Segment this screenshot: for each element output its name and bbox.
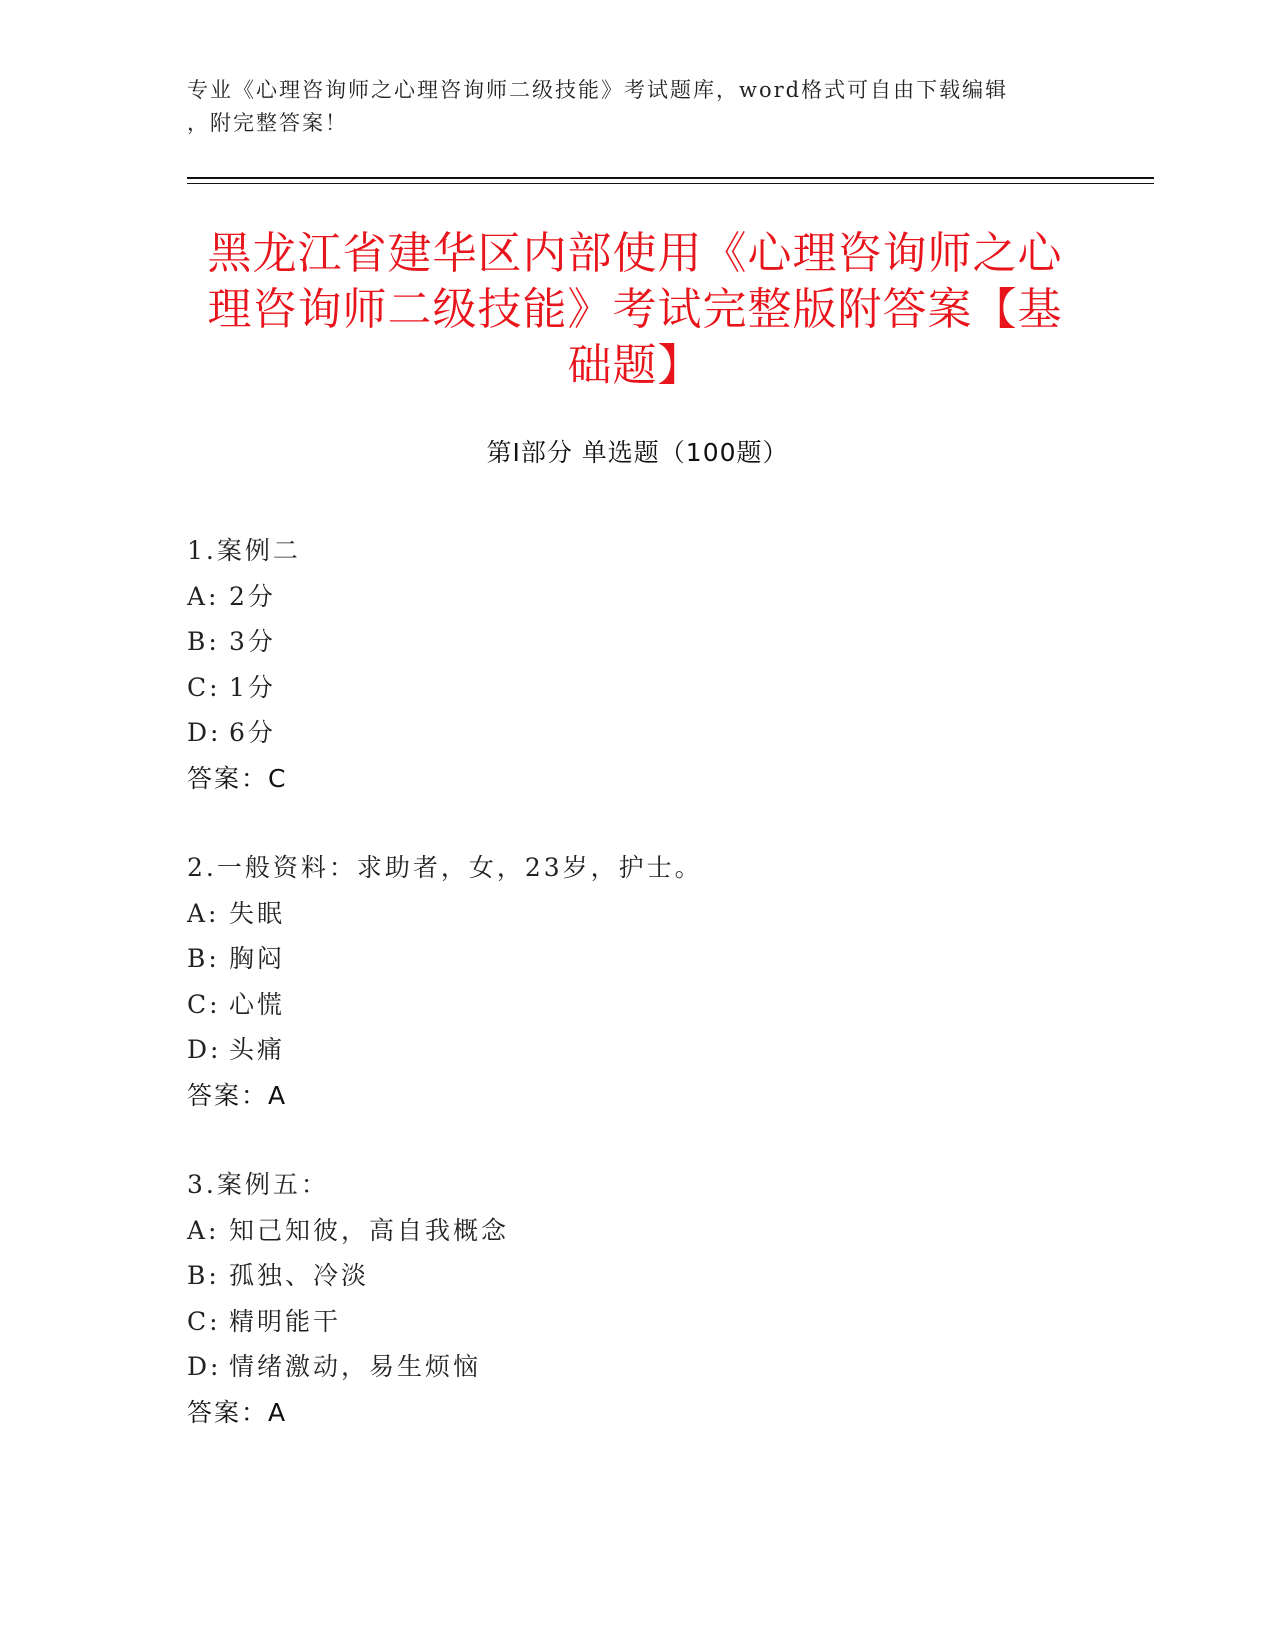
option-key: A: <box>187 1215 220 1245</box>
option-b <box>187 1253 1087 1299</box>
header-divider-thick <box>187 177 1154 179</box>
option-a <box>187 891 1087 937</box>
answer-line: 答案：A <box>187 1397 288 1427</box>
option-c <box>187 982 1087 1028</box>
document-title <box>180 226 1090 394</box>
option-key: D: <box>187 718 222 747</box>
question-1 <box>187 528 1087 801</box>
option-text: 孤独、冷淡 <box>229 1261 370 1290</box>
option-key: A: <box>187 581 220 611</box>
option-text: 胸闷 <box>229 944 286 973</box>
option-b <box>187 936 1087 982</box>
document-title-line-2: 理咨询师二级技能》考试完整版附答案【基 <box>207 284 1063 335</box>
option-key: C: <box>187 989 221 1019</box>
option-text: 失眠 <box>229 898 286 928</box>
option-key: C: <box>187 672 221 702</box>
option-key: B: <box>187 944 220 973</box>
option-text: 头痛 <box>229 1035 286 1064</box>
option-d <box>187 1027 1087 1073</box>
question-stem: 2.一般资料：求助者，女，23岁，护士。 <box>187 853 703 882</box>
question-stem: 1.案例二 <box>187 536 301 565</box>
option-text: 知己知彼，高自我概念 <box>229 1215 510 1245</box>
question-list <box>187 528 1087 1479</box>
option-b <box>187 619 1087 665</box>
option-text: 精明能干 <box>229 1306 342 1336</box>
answer-line: 答案：C <box>187 763 288 793</box>
document-title-line-1: 黑龙江省建华区内部使用《心理咨询师之心 <box>207 228 1063 279</box>
option-a <box>187 574 1087 620</box>
option-text: 2分 <box>229 581 276 611</box>
option-text: 3分 <box>229 627 276 656</box>
option-key: A: <box>187 898 220 928</box>
answer-line: 答案：A <box>187 1080 288 1110</box>
document-title-line-3: 础题】 <box>567 340 703 391</box>
option-key: B: <box>187 627 220 656</box>
question-2 <box>187 845 1087 1118</box>
option-a <box>187 1208 1087 1254</box>
option-text: 6分 <box>229 718 276 747</box>
section-heading: 第Ⅰ部分 单选题（100题） <box>486 438 789 467</box>
option-d <box>187 1344 1087 1390</box>
option-text: 1分 <box>229 672 276 702</box>
option-text: 情绪激动，易生烦恼 <box>229 1352 482 1381</box>
option-c <box>187 1299 1087 1345</box>
option-c <box>187 665 1087 711</box>
option-key: B: <box>187 1261 220 1290</box>
header-note-line-2: ，附完整答案！ <box>187 111 348 135</box>
option-d <box>187 710 1087 756</box>
question-3 <box>187 1162 1087 1435</box>
option-text: 心慌 <box>229 989 286 1019</box>
option-key: C: <box>187 1306 221 1336</box>
header-divider-thin <box>187 183 1154 184</box>
option-key: D: <box>187 1035 222 1064</box>
header-note <box>187 74 1067 140</box>
header-note-line-1: 专业《心理咨询师之心理咨询师二级技能》考试题库，word格式可自由下载编辑 <box>187 78 1009 102</box>
option-key: D: <box>187 1352 222 1381</box>
question-stem: 3.案例五： <box>187 1170 329 1199</box>
